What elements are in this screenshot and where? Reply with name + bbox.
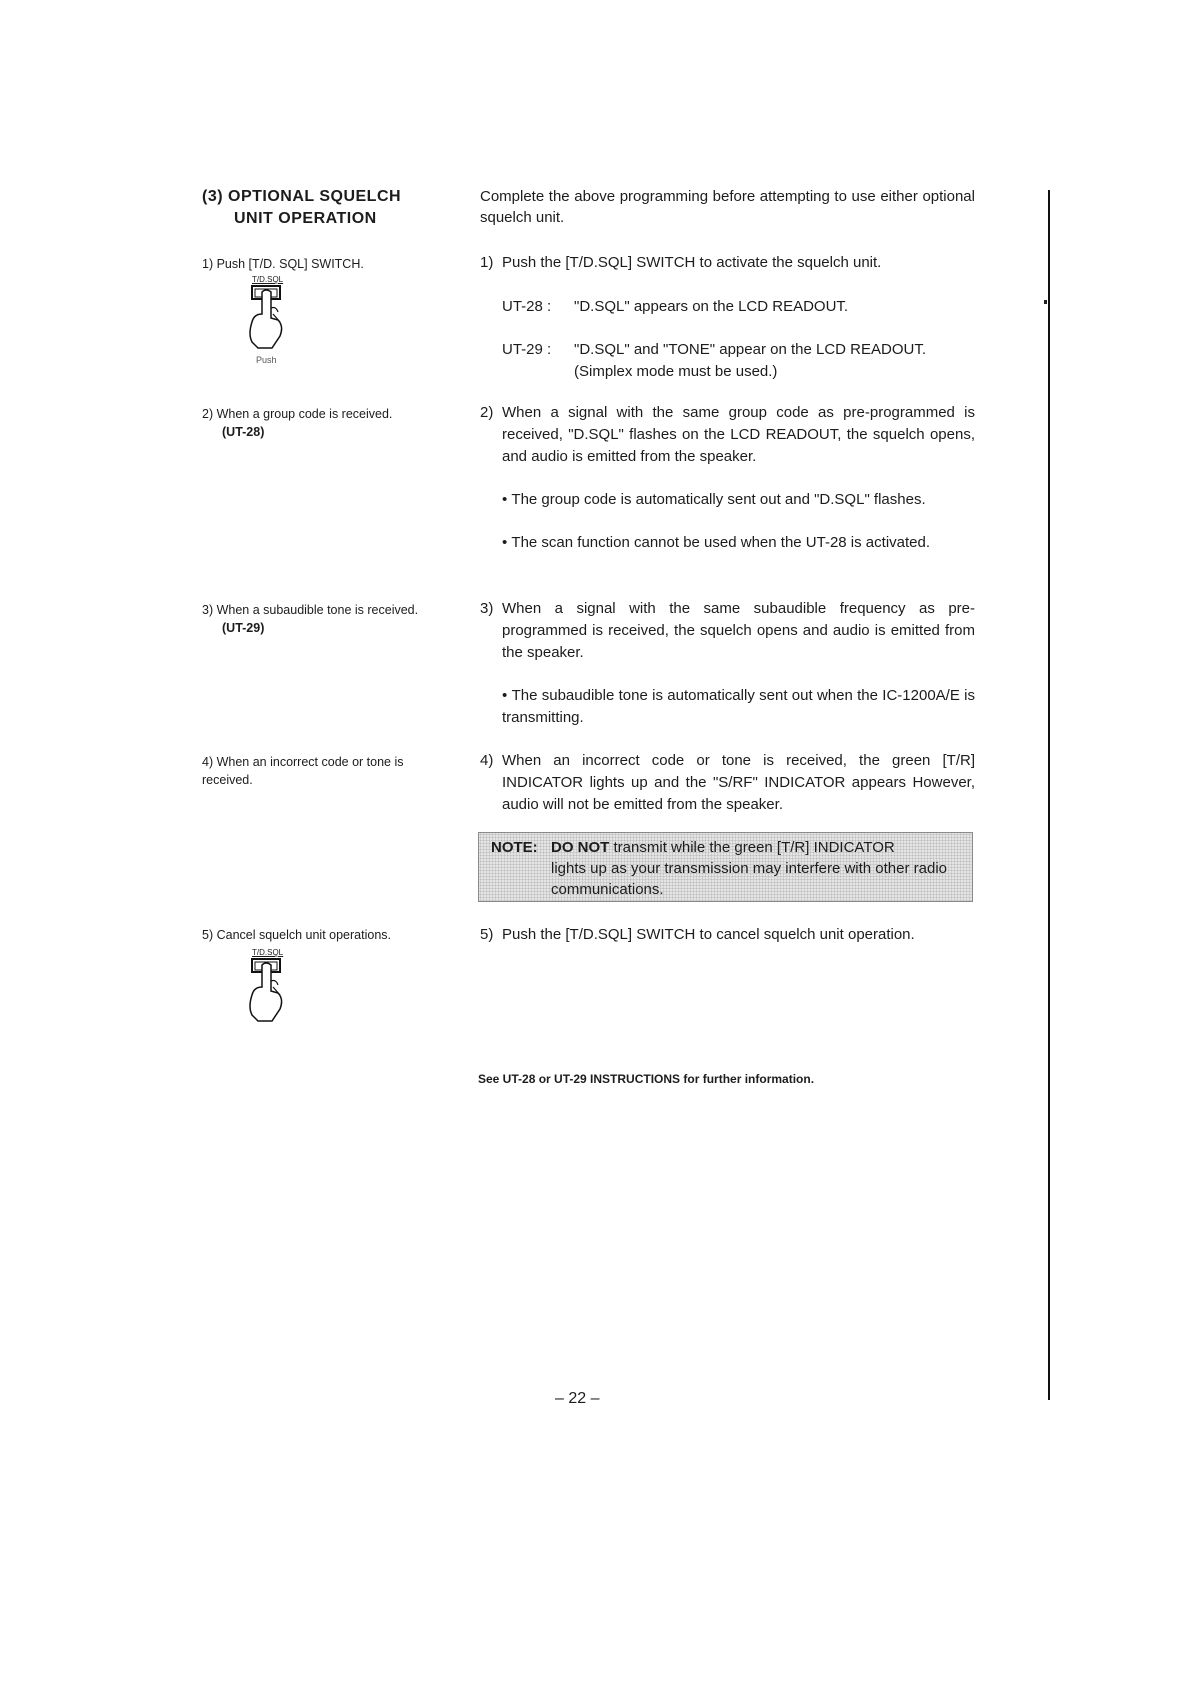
note-label: NOTE: — [491, 839, 538, 856]
ut28-label: UT-28 : — [502, 298, 552, 315]
step2-instruction — [480, 402, 975, 468]
see-instructions-note: See UT-28 or UT-29 INSTRUCTIONS for further information. — [478, 1072, 815, 1086]
step3-text: When a signal with the same subaudible frequency as pre-programmed is received, the squelch opens and audio is emitted from the speaker. — [502, 600, 975, 661]
ut28-text: "D.SQL" appears on the LCD READOUT. — [574, 298, 849, 315]
step5-number: 5) — [480, 926, 494, 943]
step5-text: Push the [T/D.SQL] SWITCH to cancel squelch unit operation. — [502, 926, 915, 943]
cancel-switch-illustration — [240, 948, 320, 1038]
page-number: – 22 – — [555, 1390, 600, 1407]
ut28-readout-line — [502, 296, 848, 318]
step1-text: Push the [T/D.SQL] SWITCH to activate the squelch unit. — [502, 254, 882, 271]
step3-bullet-1: • The subaudible tone is automatically sent out when the IC-1200A/E is transmitting. — [502, 687, 975, 726]
step2-caption-unit: (UT-28) — [222, 425, 265, 439]
step2-text: When a signal with the same group code as pre-programmed is received, "D.SQL" flashes on the LCD READOUT, the squelch opens, and audio is emitted from the speaker. — [502, 404, 975, 465]
section-heading — [202, 186, 401, 230]
step4-instruction — [480, 750, 975, 816]
step3-caption — [202, 601, 418, 637]
note-line1 — [491, 837, 962, 858]
step1-instruction — [480, 252, 975, 274]
step4-number: 4) — [480, 752, 494, 769]
note-box — [478, 832, 973, 902]
hand-pointer-icon — [240, 284, 320, 359]
margin-mark — [1044, 300, 1047, 304]
step2-bullet-2: • The scan function cannot be used when the UT-28 is activated. — [502, 534, 931, 551]
step2-bullet-1: • The group code is automatically sent out and "D.SQL" flashes. — [502, 491, 926, 508]
note-emphasis: DO NOT — [551, 839, 610, 856]
intro-paragraph: Complete the above programming before attempting to use either optional squelch unit. — [480, 188, 975, 226]
step2-number: 2) — [480, 404, 494, 421]
step2-bullet-2-text: The scan function cannot be used when the UT-28 is activated. — [511, 534, 931, 551]
ut29-readout-line — [502, 339, 926, 383]
step2-caption — [202, 405, 392, 441]
push-caption: Push — [256, 355, 277, 365]
step1-caption: 1) Push [T/D. SQL] SWITCH. — [202, 257, 364, 271]
hand-pointer-icon — [240, 957, 320, 1032]
ut29-label: UT-29 : — [502, 341, 552, 358]
page-margin-rule — [1048, 190, 1050, 1400]
step2-caption-text: 2) When a group code is received. — [202, 407, 393, 421]
step4-text: When an incorrect code or tone is received, the green [T/R] INDICATOR lights up and the "S/RF" INDICATOR appears However, audio will not be emitted from the speaker. — [502, 752, 975, 813]
note-text-rest: lights up as your transmission may interfere with other radio communications. — [551, 860, 948, 898]
step3-number: 3) — [480, 600, 494, 617]
push-switch-illustration — [240, 275, 320, 375]
step1-number: 1) — [480, 254, 494, 271]
section-heading-line2: UNIT OPERATION — [234, 210, 377, 227]
switch-label: T/D.SQL — [252, 275, 284, 284]
step4-caption: 4) When an incorrect code or tone is received. — [202, 755, 404, 787]
ut29-text-note: (Simplex mode must be used.) — [574, 363, 778, 380]
step5-caption: 5) Cancel squelch unit operations. — [202, 928, 392, 942]
step3-caption-text: 3) When a subaudible tone is received. — [202, 603, 419, 617]
note-text-line1: transmit while the green [T/R] INDICATOR — [613, 839, 895, 856]
step5-instruction — [480, 924, 975, 946]
step3-instruction — [480, 598, 975, 664]
switch-label-2: T/D.SQL — [252, 948, 284, 957]
ut29-text: "D.SQL" and "TONE" appear on the LCD READOUT. — [574, 341, 927, 358]
step2-bullet-1-text: The group code is automatically sent out and "D.SQL" flashes. — [511, 491, 926, 508]
step3-caption-unit: (UT-29) — [222, 621, 265, 635]
section-heading-line1: (3) OPTIONAL SQUELCH — [202, 188, 402, 205]
step3-bullet-1-text: The subaudible tone is automatically sent out when the IC-1200A/E is transmitting. — [502, 687, 975, 726]
